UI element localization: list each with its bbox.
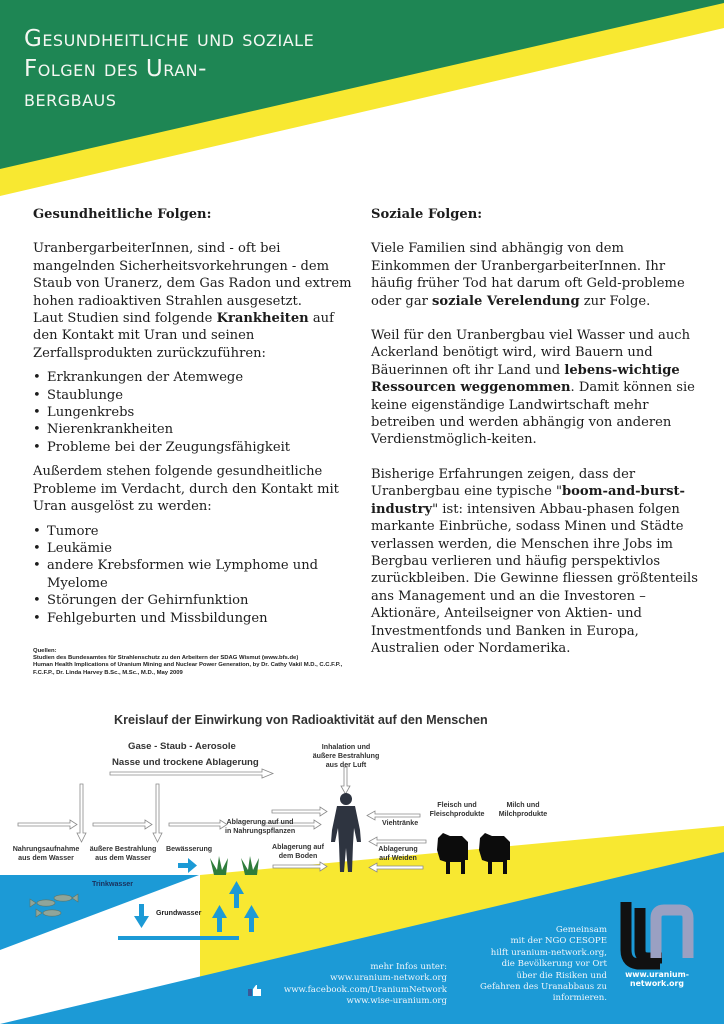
list-item: • Staublunge xyxy=(33,387,353,404)
partner-line: informieren. xyxy=(552,993,607,1004)
list-item: • Lungenkrebs xyxy=(33,404,353,421)
list-item: • andere Krebsformen wie Lymphome und Myelome xyxy=(33,557,353,592)
more-info xyxy=(284,962,447,1008)
list-item: • Störungen der Gehirnfunktion xyxy=(33,592,353,609)
partner-line: über die Risiken und xyxy=(516,970,607,981)
list-item: • Leukämie xyxy=(33,540,353,557)
milk-line: Milchprodukte xyxy=(498,810,548,818)
logo-url-line: network.org xyxy=(630,979,684,989)
social-section xyxy=(371,206,701,657)
pastures-line: auf Weiden xyxy=(379,854,417,862)
title-line-1: Gesundheitliche und soziale xyxy=(24,26,315,52)
p2-bold: lebens-wichtige Ressourcen weggenommen xyxy=(371,362,680,396)
list-item: • Fehlgeburten und Missbildungen xyxy=(33,610,353,627)
partner-line: mit der NGO CESOPE xyxy=(510,936,607,947)
partner-text xyxy=(480,925,607,1005)
list-item: • Erkrankungen der Atemwege xyxy=(33,369,353,386)
inhalation-line: aus der Luft xyxy=(325,761,367,769)
p3-pre: Bisherige Erfahrungen zeigen, dass der Uranbergbau eine typische " xyxy=(371,466,636,500)
label-inhalation xyxy=(308,743,384,770)
suspected-list xyxy=(33,523,353,627)
partner-line: hilft uranium-network.org, xyxy=(490,947,607,958)
label-external-water xyxy=(88,845,158,863)
food-water-line: aus dem Wasser xyxy=(18,854,74,862)
thumbs-up-icon xyxy=(248,985,262,996)
link-facebook[interactable]: www.facebook.com/UraniumNetwork xyxy=(283,984,447,995)
list-item: • Probleme bei der Zeugungsfähigkeit xyxy=(33,439,353,456)
label-meat xyxy=(428,801,486,819)
label-milk xyxy=(497,801,549,819)
pastures-line: Ablagerung xyxy=(378,845,418,853)
title-line-3: bergbaus xyxy=(24,86,117,112)
health-intro: UranbergarbeiterInnen, sind - oft bei mangelnden Sicherheitsvorkehrungen - dem Staub von Uranerz, dem Gas Radon und extrem hohen radioaktiven Strahlen ausgesetzt. xyxy=(33,241,352,309)
link-uranium-network[interactable]: www.uranium-network.org xyxy=(330,973,447,984)
p1-pre: Viele Familien sind abhängig von dem Einkommen der UranbergarbeiterInnen. Ihr häufig früher Tod hat darum oft Geld-probleme oder gar xyxy=(371,241,685,309)
source-item: Studien des Bundesamtes für Strahlenschutz zu den Arbeitern der SDAG Wismut (www.bfs.de) xyxy=(33,655,299,662)
plants-line: Ablagerung auf und xyxy=(226,818,294,826)
social-paragraph-2 xyxy=(371,327,701,449)
food-water-line: Nahrungsaufnahme xyxy=(12,845,80,853)
external-water-line: äußere Bestrahlung xyxy=(89,845,157,853)
partner-line: Gemeinsam xyxy=(555,925,607,935)
logo-url-line: www.uranium- xyxy=(625,970,689,979)
social-paragraph-1 xyxy=(371,240,701,310)
meat-line: Fleisch und xyxy=(437,801,477,809)
p1-post: zur Folge. xyxy=(579,293,651,309)
sources xyxy=(33,648,353,677)
p2-pre: Weil für den Uranbergbau viel Wasser und auch Ackerland benötigt wird, wird Bauern und Bäuerinnen oft ihr Land und xyxy=(371,328,691,378)
partner-line: die Bevölkerung vor Ort xyxy=(501,959,607,970)
sources-label: Quellen: xyxy=(33,648,57,654)
health-heading: Gesundheitliche Folgen: xyxy=(33,207,212,222)
label-groundwater: Grundwasser xyxy=(156,909,202,917)
plants-line: in Nahrungspflanzen xyxy=(225,827,296,835)
p3-bold: boom-and-burst-industry xyxy=(371,484,685,517)
list-item: • Tumore xyxy=(33,523,353,540)
partner-line: Gefahren des Uranabbaus zu xyxy=(480,982,607,993)
meat-line: Fleischprodukte xyxy=(429,810,485,818)
groundwater-bar xyxy=(118,936,239,940)
health-diseases-intro xyxy=(33,310,353,362)
inhalation-line: Inhalation und xyxy=(321,743,371,751)
label-ground xyxy=(271,843,325,861)
social-heading: Soziale Folgen: xyxy=(371,207,483,222)
label-gases: Gase - Staub - Aerosole xyxy=(128,741,236,752)
label-plants xyxy=(225,818,295,836)
label-pastures xyxy=(376,845,420,863)
ground-line: Ablagerung auf xyxy=(271,843,325,851)
diseases-intro-pre: Laut Studien sind folgende xyxy=(33,311,217,327)
social-paragraph-3 xyxy=(371,466,701,657)
diseases-intro-post: auf den Kontakt mit Uran und seinen Zerfallsprodukten zurückzuführen: xyxy=(33,311,334,361)
inhalation-line: äußere Bestrahlung xyxy=(312,752,380,760)
diseases-intro-bold: Krankheiten xyxy=(216,311,309,327)
diagram-title: Kreislauf der Einwirkung von Radioaktivität auf den Menschen xyxy=(114,713,488,727)
label-food-water xyxy=(10,845,82,863)
label-livestock-water: Viehtränke xyxy=(382,819,419,827)
label-drinking-water: Trinkwasser xyxy=(92,880,134,888)
label-irrigation: Bewässerung xyxy=(166,845,213,853)
more-info-label: mehr Infos unter: xyxy=(370,962,447,972)
health-section xyxy=(33,206,353,627)
human-silhouette xyxy=(331,793,361,872)
link-wise-uranium[interactable]: www.wise-uranium.org xyxy=(346,996,447,1007)
suspected-intro: Außerdem stehen folgende gesundheitliche Probleme im Verdacht, durch den Kontakt mit Uran ausgelöst zu werden: xyxy=(33,464,339,515)
label-deposition: Nasse und trockene Ablagerung xyxy=(112,757,259,768)
title-line-2: Folgen des Uran- xyxy=(24,56,207,82)
logo-url[interactable] xyxy=(623,970,691,989)
p1-bold: soziale Verelendung xyxy=(432,293,580,309)
p2-post: . Damit können sie keine eigenständige Landwirtschaft mehr betreiben und werden abhängig von anderen Verdienstmöglich-keiten. xyxy=(371,380,695,448)
p3-post: " ist: intensiven Abbau-phasen folgen markante Einbrüche, sodass Minen und Städte verlassen werden, die Menschen ihre Jobs im Bergbau verlieren und häufig perspektivlos zurückbleiben. Die Gewinne fliessen größtenteils ans Management und an die Investoren – Aktionäre, Anteilseigner von Aktien- und Investmentfonds und Banken in Europa, Australien oder Nordamerika. xyxy=(371,501,698,656)
page-title xyxy=(24,24,314,114)
list-item: • Nierenkrankheiten xyxy=(33,421,353,438)
external-water-line: aus dem Wasser xyxy=(95,854,151,862)
milk-line: Milch und xyxy=(506,801,540,809)
ground-line: dem Boden xyxy=(278,852,318,860)
diseases-list xyxy=(33,369,353,456)
source-item: Human Health Implications of Uranium Mining and Nuclear Power Generation, by Dr. Cathy Vakil M.D., C.C.F.P., F.C.F.P., Dr. Linda Harvey B.Sc., M.Sc., M.D., May 2009 xyxy=(33,662,343,676)
